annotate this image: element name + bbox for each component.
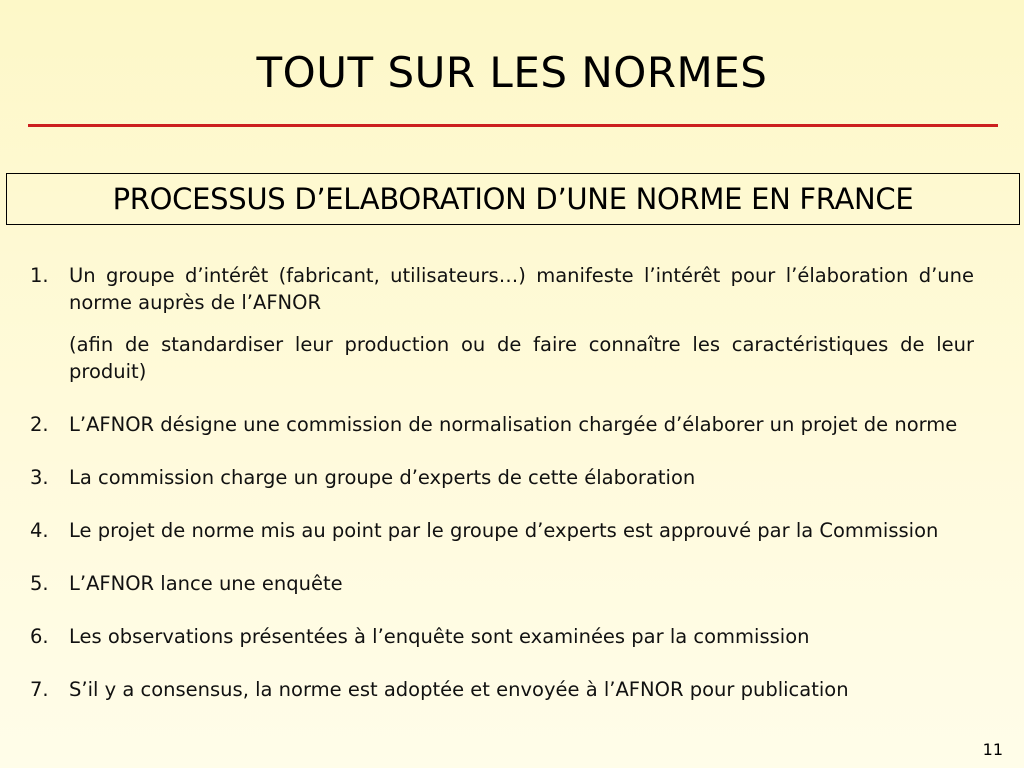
step-text: S’il y a consensus, la norme est adoptée et envoyée à l’AFNOR pour publication bbox=[69, 678, 849, 701]
process-step bbox=[30, 411, 974, 438]
slide-subtitle: PROCESSUS D’ELABORATION D’UNE NORME EN FRANCE bbox=[112, 182, 914, 216]
step-text: La commission charge un groupe d’experts de cette élaboration bbox=[69, 466, 696, 489]
process-step bbox=[30, 570, 974, 597]
step-text: Les observations présentées à l’enquête sont examinées par la commission bbox=[69, 625, 810, 648]
subtitle-box bbox=[6, 173, 1020, 225]
slide-title: TOUT SUR LES NORMES bbox=[256, 48, 768, 97]
step-text: L’AFNOR désigne une commission de normalisation chargée d’élaborer un projet de norme bbox=[69, 413, 958, 436]
step-text: L’AFNOR lance une enquête bbox=[69, 572, 343, 595]
step-number: 7. bbox=[30, 678, 49, 701]
step-note: (afin de standardiser leur production ou de faire connaître les caractéristiques de leur produit) bbox=[69, 333, 974, 383]
process-step bbox=[30, 464, 974, 491]
step-number: 6. bbox=[30, 625, 49, 648]
step-number: 4. bbox=[30, 519, 49, 542]
process-step bbox=[30, 676, 974, 703]
step-text: Un groupe d’intérêt (fabricant, utilisateurs…) manifeste l’intérêt pour l’élaboration d’une norme auprès de l’AFNOR bbox=[69, 264, 974, 314]
step-text: Le projet de norme mis au point par le groupe d’experts est approuvé par la Commission bbox=[69, 519, 939, 542]
page-number: 11 bbox=[982, 740, 1003, 759]
step-number: 3. bbox=[30, 466, 49, 489]
process-steps-list bbox=[30, 262, 974, 729]
step-number: 5. bbox=[30, 572, 49, 595]
step-number: 2. bbox=[30, 413, 49, 436]
title-divider bbox=[28, 124, 998, 127]
process-step bbox=[30, 517, 974, 544]
process-step bbox=[30, 623, 974, 650]
step-number: 1. bbox=[30, 264, 49, 287]
process-step bbox=[30, 262, 974, 385]
